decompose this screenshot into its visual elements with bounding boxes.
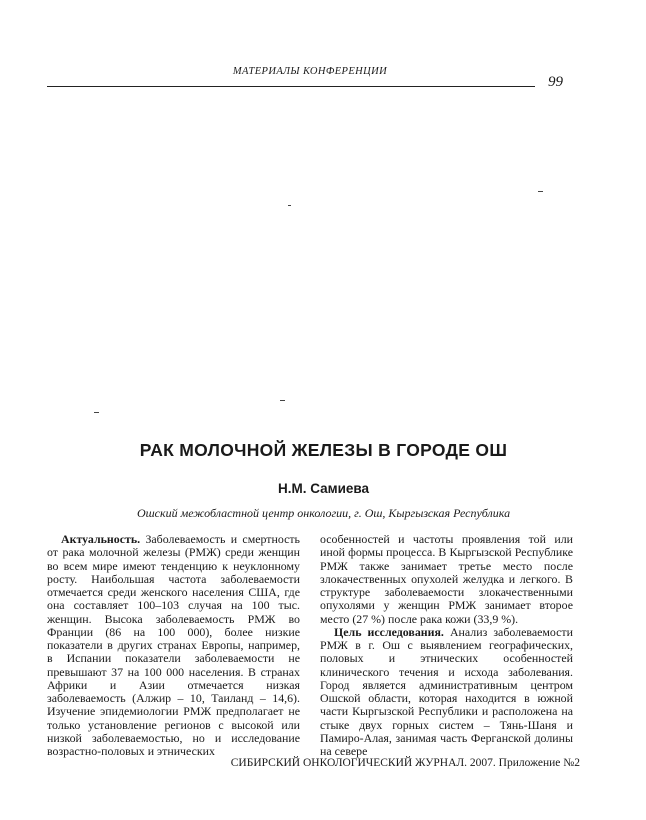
article-author: Н.М. Самиева: [277, 481, 370, 496]
paragraph-aim: [320, 626, 573, 759]
stray-mark: [280, 400, 285, 401]
left-column: [47, 533, 300, 758]
text-relevance: Заболеваемость и смертность от рака молочной железы (РМЖ) среди женщин во всем мире имеют тенденцию к неуклонному росту. Наибольшая частота заболеваемости отмечается среди женского населения США, где она составляет 100–103 случая на 100 тыс. женщин. Высока заболеваемость РМЖ во Франции (86 на 100 000), более низкие показатели в других странах Европы, например, в Испании показатели заболеваемости не превышают 37 на 100 000 населения. В странах Африки и Азии отмечается низкая заболеваемость (Алжир – 10, Таиланд – 14,6). Изучение эпидемиологии РМЖ предполагает не только установление регионов с высокой или низкой заболеваемостью, но и исследование возрастно-половых и этнических: [47, 532, 300, 758]
author-affiliation: Ошский межобластной центр онкологии, г. Ош, Кыргызская Республика: [136, 506, 511, 520]
stray-mark: [288, 205, 291, 206]
stray-mark: [538, 191, 543, 192]
page-number: 99: [548, 74, 563, 90]
paragraph-relevance: [47, 533, 300, 758]
right-column: [320, 533, 573, 758]
journal-footer: СИБИРСКИЙ ОНКОЛОГИЧЕСКИЙ ЖУРНАЛ. 2007. Приложение №2: [230, 757, 580, 769]
heading-aim: Цель исследования.: [334, 624, 444, 639]
header-rule: [47, 86, 535, 87]
running-header: МАТЕРИАЛЫ КОНФЕРЕНЦИИ: [232, 66, 388, 77]
stray-mark: [94, 412, 99, 413]
heading-relevance: Актуальность.: [61, 532, 141, 546]
paragraph-continuation: особенностей и частоты проявления той или иной формы процесса. В Кыргызской Республике РМЖ также занимает третье место после злокачественных опухолей желудка и легкого. В структуре заболеваемости злокачественными опухолями у женщин РМЖ занимает второе место (27 %) после рака кожи (33,9 %).: [320, 532, 573, 626]
article-title: РАК МОЛОЧНОЙ ЖЕЛЕЗЫ В ГОРОДЕ ОШ: [139, 440, 508, 460]
text-aim: Анализ заболеваемости РМЖ в г. Ош с выявлением географических, половых и этнических особенностей клинического течения и исхода заболевания. Город является административным центром Ошской области, которая находится в южной части Кыргызской Республики и расположена на стыке двух горных систем – Тянь-Шаня и Памиро-Алая, занимая часть Ферганской долины на севере: [320, 624, 573, 758]
